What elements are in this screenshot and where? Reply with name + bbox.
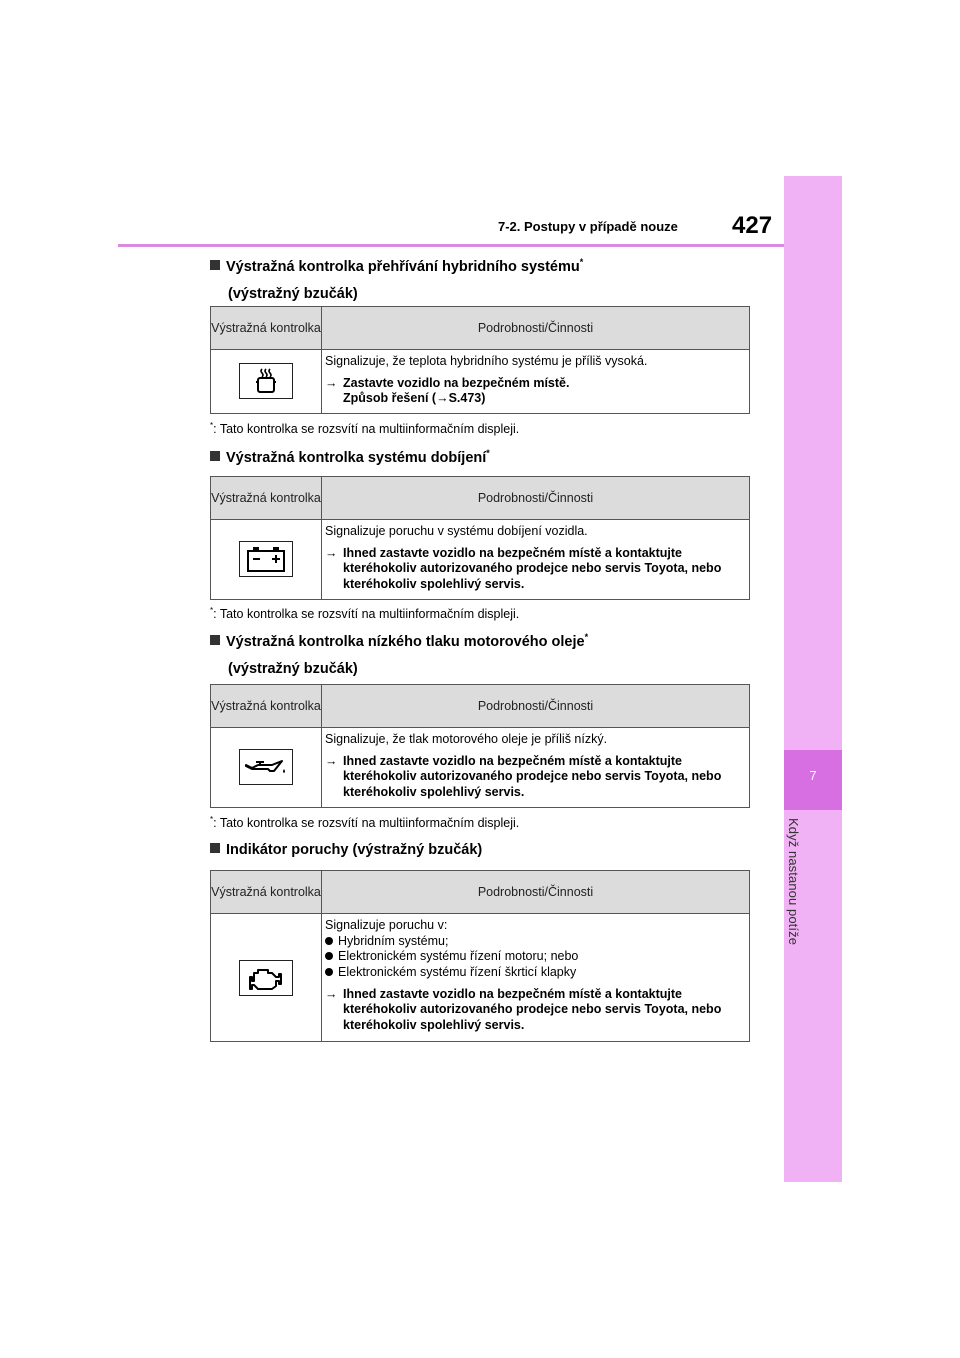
section-heading: Indikátor poruchy (výstražný bzučák) [210,842,482,859]
warning-table [210,306,750,414]
table-header-light: Výstražná kontrolka [211,871,322,914]
oil-pressure-icon [239,749,293,785]
chapter-title: Když nastanou potíže [786,818,801,946]
footnote: *: Tato kontrolka se rozsvítí na multiinformačním displeji. [210,815,520,831]
warning-description-cell: Signalizuje, že tlak motorového oleje je příliš nízký. → Ihned zastavte vozidlo na bezpečném místě a kontaktujte kteréhokoliv autorizovaného prodejce nebo servis Toyota, nebo kteréhokoliv spolehlivý servis. [322,728,750,808]
warning-light-cell [211,520,322,600]
table-header-light: Výstražná kontrolka [211,477,322,520]
warning-light-cell [211,350,322,414]
warning-description-cell: Signalizuje poruchu v systému dobíjení vozidla. → Ihned zastavte vozidlo na bezpečném místě a kontaktujte kteréhokoliv autorizovaného prodejce nebo servis Toyota, nebo kteréhokoliv spolehlivý servis. [322,520,750,600]
hybrid-overheat-icon [239,363,293,399]
header-divider [118,244,784,247]
list-item: Hybridním systému; [325,934,743,950]
warning-table [210,870,750,1042]
table-header-details: Podrobnosti/Činnosti [322,477,750,520]
warning-table [210,476,750,600]
square-bullet-icon [210,451,220,461]
battery-charging-icon [239,541,293,577]
page-number: 427 [732,212,773,239]
section-heading: Výstražná kontrolka přehřívání hybridního systému* (výstražný bzučák) [210,257,583,304]
square-bullet-icon [210,260,220,270]
warning-light-cell [211,914,322,1042]
chapter-number: 7 [809,768,817,783]
table-header-light: Výstražná kontrolka [211,685,322,728]
warning-description-cell: Signalizuje poruchu v: Hybridním systému; Elektronickém systému řízení motoru; nebo Elektronickém systému řízení škrticí klapky → Ihned zastavte vozidlo na bezpečném místě a kontaktujte kteréhokoliv autorizovaného prodejce nebo servis Toyota, nebo kteréhokoliv spolehlivý servis. [322,914,750,1042]
section-heading: Výstražná kontrolka systému dobíjení* [210,448,490,467]
list-item: Elektronickém systému řízení motoru; nebo [325,949,743,965]
warning-light-cell [211,728,322,808]
check-engine-icon [239,960,293,996]
square-bullet-icon [210,843,220,853]
footnote: *: Tato kontrolka se rozsvítí na multiinformačním displeji. [210,606,520,622]
table-header-details: Podrobnosti/Činnosti [322,871,750,914]
section-header: 7-2. Postupy v případě nouze [498,219,678,234]
list-item: Elektronickém systému řízení škrticí klapky [325,965,743,981]
section-heading: Výstražná kontrolka nízkého tlaku motorového oleje* (výstražný bzučák) [210,632,588,679]
bullet-icon [325,937,333,945]
chapter-side-tab [784,176,842,1182]
warning-table [210,684,750,808]
footnote: *: Tato kontrolka se rozsvítí na multiinformačním displeji. [210,421,520,437]
table-header-details: Podrobnosti/Činnosti [322,307,750,350]
table-header-light: Výstražná kontrolka [211,307,322,350]
bullet-icon [325,968,333,976]
square-bullet-icon [210,635,220,645]
bullet-icon [325,952,333,960]
warning-description-cell: Signalizuje, že teplota hybridního systému je příliš vysoká. → Zastavte vozidlo na bezpečném místě. Způsob řešení (→S.473) [322,350,750,414]
table-header-details: Podrobnosti/Činnosti [322,685,750,728]
